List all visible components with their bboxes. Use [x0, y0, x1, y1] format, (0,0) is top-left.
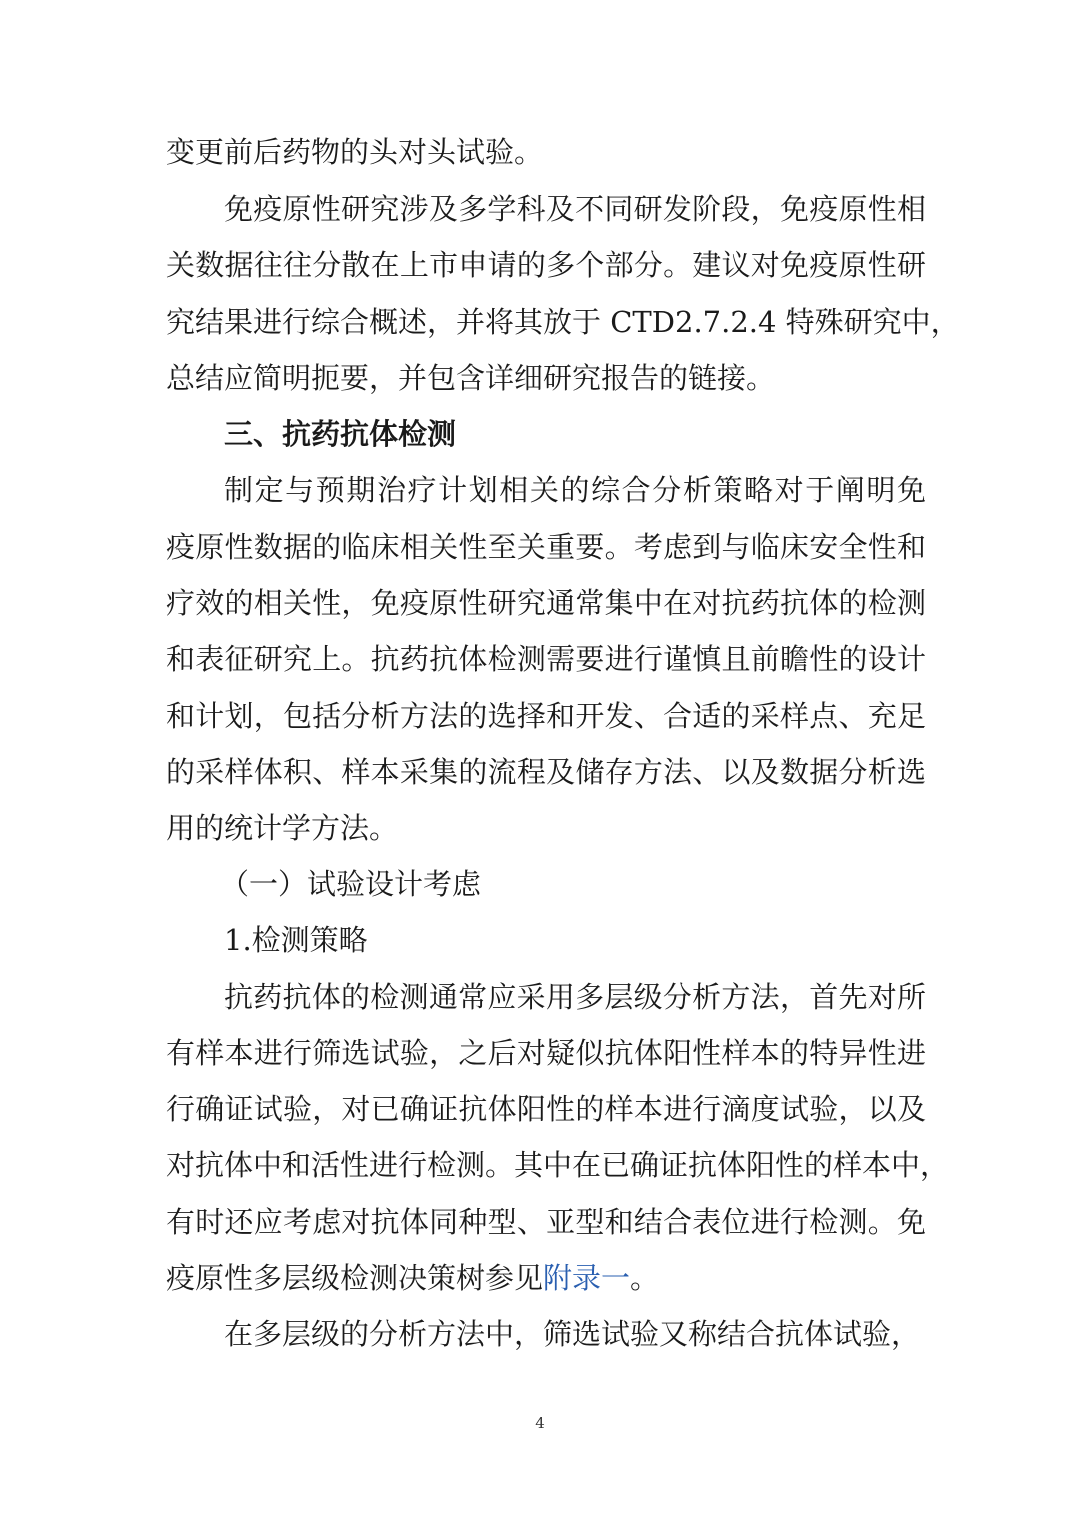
- text-line: 疫原性数据的临床相关性至关重要。考虑到与临床安全性和: [166, 530, 926, 564]
- text-line: 有时还应考虑对抗体同种型、亚型和结合表位进行检测。免: [166, 1205, 926, 1239]
- text-line: 行确证试验，对已确证抗体阳性的样本进行滴度试验，以及: [166, 1092, 926, 1126]
- text-fragment: 疫原性多层级检测决策树参见: [166, 1261, 544, 1295]
- text-line: 对抗体中和活性进行检测。其中在已确证抗体阳性的样本中，: [166, 1148, 950, 1182]
- text-line: 的采样体积、样本采集的流程及储存方法、以及数据分析选: [166, 755, 926, 789]
- text-line: 制定与预期治疗计划相关的综合分析策略对于阐明免: [224, 473, 926, 507]
- text-line: 疗效的相关性，免疫原性研究通常集中在对抗药抗体的检测: [166, 586, 926, 620]
- text-line: 免疫原性研究涉及多学科及不同研发阶段，免疫原性相: [224, 192, 926, 226]
- section-heading: 三、抗药抗体检测: [224, 417, 457, 451]
- text-line: 在多层级的分析方法中，筛选试验又称结合抗体试验，: [224, 1317, 921, 1351]
- text-line: 用的统计学方法。: [166, 811, 399, 845]
- appendix-link[interactable]: 附录一: [543, 1261, 631, 1295]
- text-line: 和表征研究上。抗药抗体检测需要进行谨慎且前瞻性的设计: [166, 642, 926, 676]
- text-line: 总结应简明扼要，并包含详细研究报告的链接。: [166, 361, 776, 395]
- text-line: 抗药抗体的检测通常应采用多层级分析方法，首先对所: [224, 980, 926, 1014]
- subsection-heading: （一）试验设计考虑: [220, 867, 482, 901]
- text-line: 有样本进行筛选试验，之后对疑似抗体阳性样本的特异性进: [166, 1036, 926, 1070]
- text-line: 变更前后药物的头对头试验。: [166, 135, 544, 169]
- text-line: [166, 1260, 926, 1296]
- text-fragment: 。: [630, 1261, 660, 1295]
- text-line: 究结果进行综合概述，并将其放于 CTD2.7.2.4 特殊研究中，: [166, 305, 960, 339]
- text-line: 关数据往往分散在上市申请的多个部分。建议对免疫原性研: [166, 248, 926, 282]
- text-line: 和计划，包括分析方法的选择和开发、合适的采样点、充足: [166, 699, 926, 733]
- subsection-heading: 1.检测策略: [224, 923, 368, 957]
- page-number: 4: [535, 1414, 545, 1432]
